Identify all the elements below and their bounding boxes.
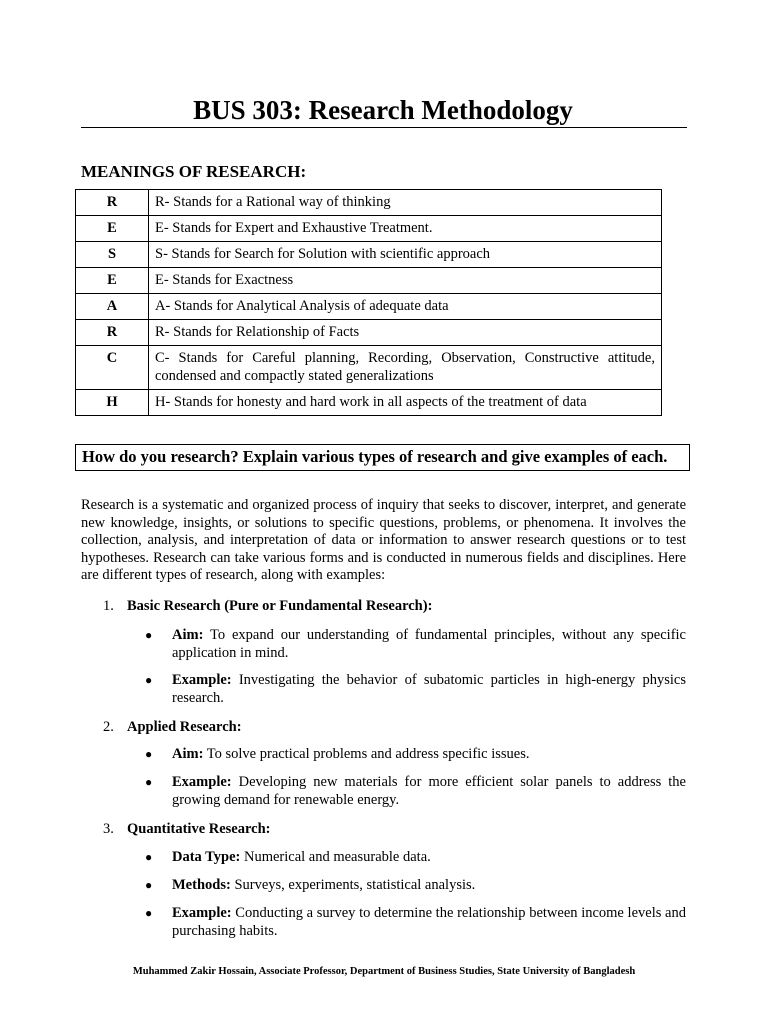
section-number: 3. (103, 821, 114, 837)
bullet-label: Aim: (172, 746, 204, 762)
table-letter: R (76, 320, 149, 346)
bullet-icon: ● (145, 673, 153, 687)
section-heading (103, 820, 271, 838)
question-heading: How do you research? Explain various types of research and give examples of each. (75, 444, 690, 471)
table-letter: H (76, 390, 149, 416)
table-letter: R (76, 190, 149, 216)
table-row (76, 320, 662, 346)
section-heading (103, 597, 432, 615)
bullet-label: Example: (172, 672, 232, 688)
list-item (145, 774, 686, 809)
list-item (145, 672, 686, 707)
meanings-heading: MEANINGS OF RESEARCH: (81, 162, 307, 181)
page-title: BUS 303: Research Methodology (193, 95, 573, 125)
list-item (145, 877, 686, 895)
table-meaning: H- Stands for honesty and hard work in all aspects of the treatment of data (149, 390, 662, 416)
bullet-text: To solve practical problems and address specific issues. (203, 746, 530, 762)
table-letter: S (76, 242, 149, 268)
bullet-label: Example: (172, 905, 232, 921)
bullet-icon: ● (145, 850, 153, 864)
bullet-label: Data Type: (172, 849, 241, 865)
table-row (76, 190, 662, 216)
table-row (76, 242, 662, 268)
intro-paragraph: Research is a systematic and organized process of inquiry that seeks to discover, interpret, and generate new knowledge, insights, or solutions to specific questions, problems, or phenomena. It involves the collection, analysis, and interpretation of data or information to answer research questions or to test hypotheses. Research can take various forms and is conducted in numerous fields and disciplines. Here are different types of research, along with examples: (81, 497, 686, 583)
table-letter: E (76, 268, 149, 294)
table-meaning: R- Stands for a Rational way of thinking (149, 190, 662, 216)
bullet-text: To expand our understanding of fundamental principles, without any specific application in mind. (172, 627, 686, 661)
section-heading (103, 718, 242, 736)
table-letter: E (76, 216, 149, 242)
section-number: 1. (103, 598, 114, 614)
list-item (145, 627, 686, 662)
page-footer: Muhammed Zakir Hossain, Associate Professor, Department of Business Studies, State University of Bangladesh (132, 966, 636, 977)
table-meaning: R- Stands for Relationship of Facts (149, 320, 662, 346)
section-number: 2. (103, 719, 114, 735)
research-acronym-table (75, 189, 662, 416)
bullet-icon: ● (145, 747, 153, 761)
table-letter: A (76, 294, 149, 320)
bullet-text: Investigating the behavior of subatomic particles in high-energy physics research. (172, 672, 686, 706)
section-name: Quantitative Research: (127, 821, 271, 837)
bullet-label: Methods: (172, 877, 231, 893)
bullet-text: Surveys, experiments, statistical analysis. (230, 877, 476, 893)
table-row (76, 346, 662, 390)
bullet-icon: ● (145, 878, 153, 892)
list-item (145, 746, 686, 764)
section-name: Basic Research (Pure or Fundamental Research): (127, 598, 433, 614)
bullet-label: Example: (172, 774, 232, 790)
section-name: Applied Research: (127, 719, 242, 735)
bullet-icon: ● (145, 775, 153, 789)
table-meaning: A- Stands for Analytical Analysis of adequate data (149, 294, 662, 320)
table-letter: C (76, 346, 149, 390)
table-meaning: E- Stands for Exactness (149, 268, 662, 294)
list-item (145, 905, 686, 940)
table-meaning: E- Stands for Expert and Exhaustive Treatment. (149, 216, 662, 242)
bullet-text: Conducting a survey to determine the relationship between income levels and purchasing habits. (172, 905, 686, 939)
bullet-icon: ● (145, 906, 153, 920)
table-row (76, 294, 662, 320)
table-row (76, 268, 662, 294)
table-meaning: S- Stands for Search for Solution with scientific approach (149, 242, 662, 268)
table-row (76, 390, 662, 416)
bullet-icon: ● (145, 628, 153, 642)
bullet-text: Numerical and measurable data. (240, 849, 431, 865)
table-row (76, 216, 662, 242)
list-item (145, 849, 686, 867)
table-meaning: C- Stands for Careful planning, Recording, Observation, Constructive attitude, condensed and compactly stated generalizations (149, 346, 662, 390)
bullet-label: Aim: (172, 627, 204, 643)
bullet-text: Developing new materials for more efficient solar panels to address the growing demand for renewable energy. (172, 774, 686, 808)
title-divider (81, 127, 687, 128)
